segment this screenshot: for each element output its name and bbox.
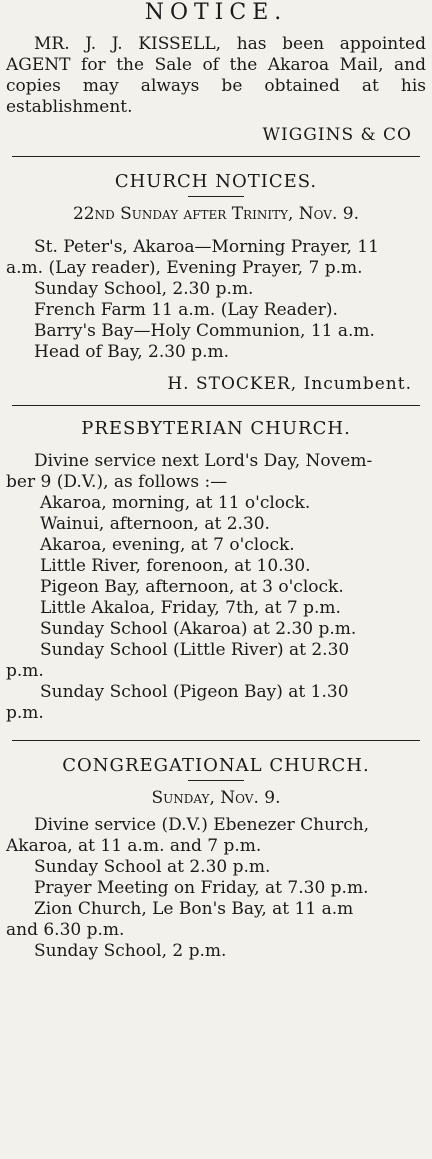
list-item: Divine service next Lord's Day, Novem- bbox=[34, 451, 373, 471]
church-notices-signature: H. STOCKER, Incumbent. bbox=[167, 374, 412, 394]
list-item: Sunday School, 2.30 p.m. bbox=[34, 279, 254, 299]
list-item: ber 9 (D.V.), as follows :— bbox=[6, 472, 228, 492]
list-item: French Farm 11 a.m. (Lay Reader). bbox=[34, 300, 338, 320]
list-item: Divine service (D.V.) Ebenezer Church, bbox=[34, 815, 370, 835]
church-notices-list bbox=[6, 237, 426, 363]
notice-body: MR. J. J. KISSELL, has been appointed AGENT for the Sale of the Akaroa Mail, and copies may always be obtained at his establishment. bbox=[6, 34, 426, 117]
notice-title: NOTICE. bbox=[144, 0, 288, 25]
list-item: Head of Bay, 2.30 p.m. bbox=[34, 342, 230, 362]
list-item: and 6.30 p.m. bbox=[6, 920, 125, 940]
list-item: a.m. (Lay reader), Evening Prayer, 7 p.m. bbox=[6, 258, 363, 278]
congregational-list bbox=[6, 815, 426, 962]
list-item: St. Peter's, Akaroa—Morning Prayer, 11 bbox=[34, 237, 379, 257]
list-item: Akaroa, morning, at 11 o'clock. bbox=[40, 493, 311, 513]
short-divider bbox=[188, 196, 244, 197]
list-item: Prayer Meeting on Friday, at 7.30 p.m. bbox=[34, 878, 369, 898]
list-item: Little River, forenoon, at 10.30. bbox=[40, 556, 311, 576]
list-item: Akaroa, evening, at 7 o'clock. bbox=[40, 535, 295, 555]
list-item: Sunday School (Pigeon Bay) at 1.30 bbox=[40, 682, 349, 702]
list-item: Sunday School (Little River) at 2.30 bbox=[40, 640, 350, 660]
list-item: Sunday School (Akaroa) at 2.30 p.m. bbox=[40, 619, 357, 639]
short-divider bbox=[188, 780, 244, 781]
section-divider bbox=[12, 405, 420, 406]
section-divider bbox=[12, 156, 420, 157]
list-item: Barry's Bay—Holy Communion, 11 a.m. bbox=[34, 321, 375, 341]
list-item: p.m. bbox=[6, 703, 44, 723]
list-item: Akaroa, at 11 a.m. and 7 p.m. bbox=[6, 836, 262, 856]
list-item: Wainui, afternoon, at 2.30. bbox=[40, 514, 270, 534]
church-notices-subtitle: 22nd Sunday after Trinity, Nov. 9. bbox=[72, 204, 360, 224]
list-item: Sunday School, 2 p.m. bbox=[34, 941, 227, 961]
church-notices-title: CHURCH NOTICES. bbox=[114, 171, 318, 192]
congregational-subtitle: Sunday, Nov. 9. bbox=[151, 788, 281, 808]
list-item: Zion Church, Le Bon's Bay, at 11 a.m bbox=[34, 899, 354, 919]
list-item: Little Akaloa, Friday, 7th, at 7 p.m. bbox=[40, 598, 341, 618]
list-item: Pigeon Bay, afternoon, at 3 o'clock. bbox=[40, 577, 344, 597]
list-item: p.m. bbox=[6, 661, 44, 681]
congregational-title: CONGREGATIONAL CHURCH. bbox=[62, 755, 370, 776]
presbyterian-list bbox=[6, 451, 426, 724]
presbyterian-title: PRESBYTERIAN CHURCH. bbox=[81, 418, 351, 439]
notice-signature: WIGGINS & CO bbox=[262, 125, 412, 145]
list-item: Sunday School at 2.30 p.m. bbox=[34, 857, 271, 877]
section-divider bbox=[12, 740, 420, 741]
